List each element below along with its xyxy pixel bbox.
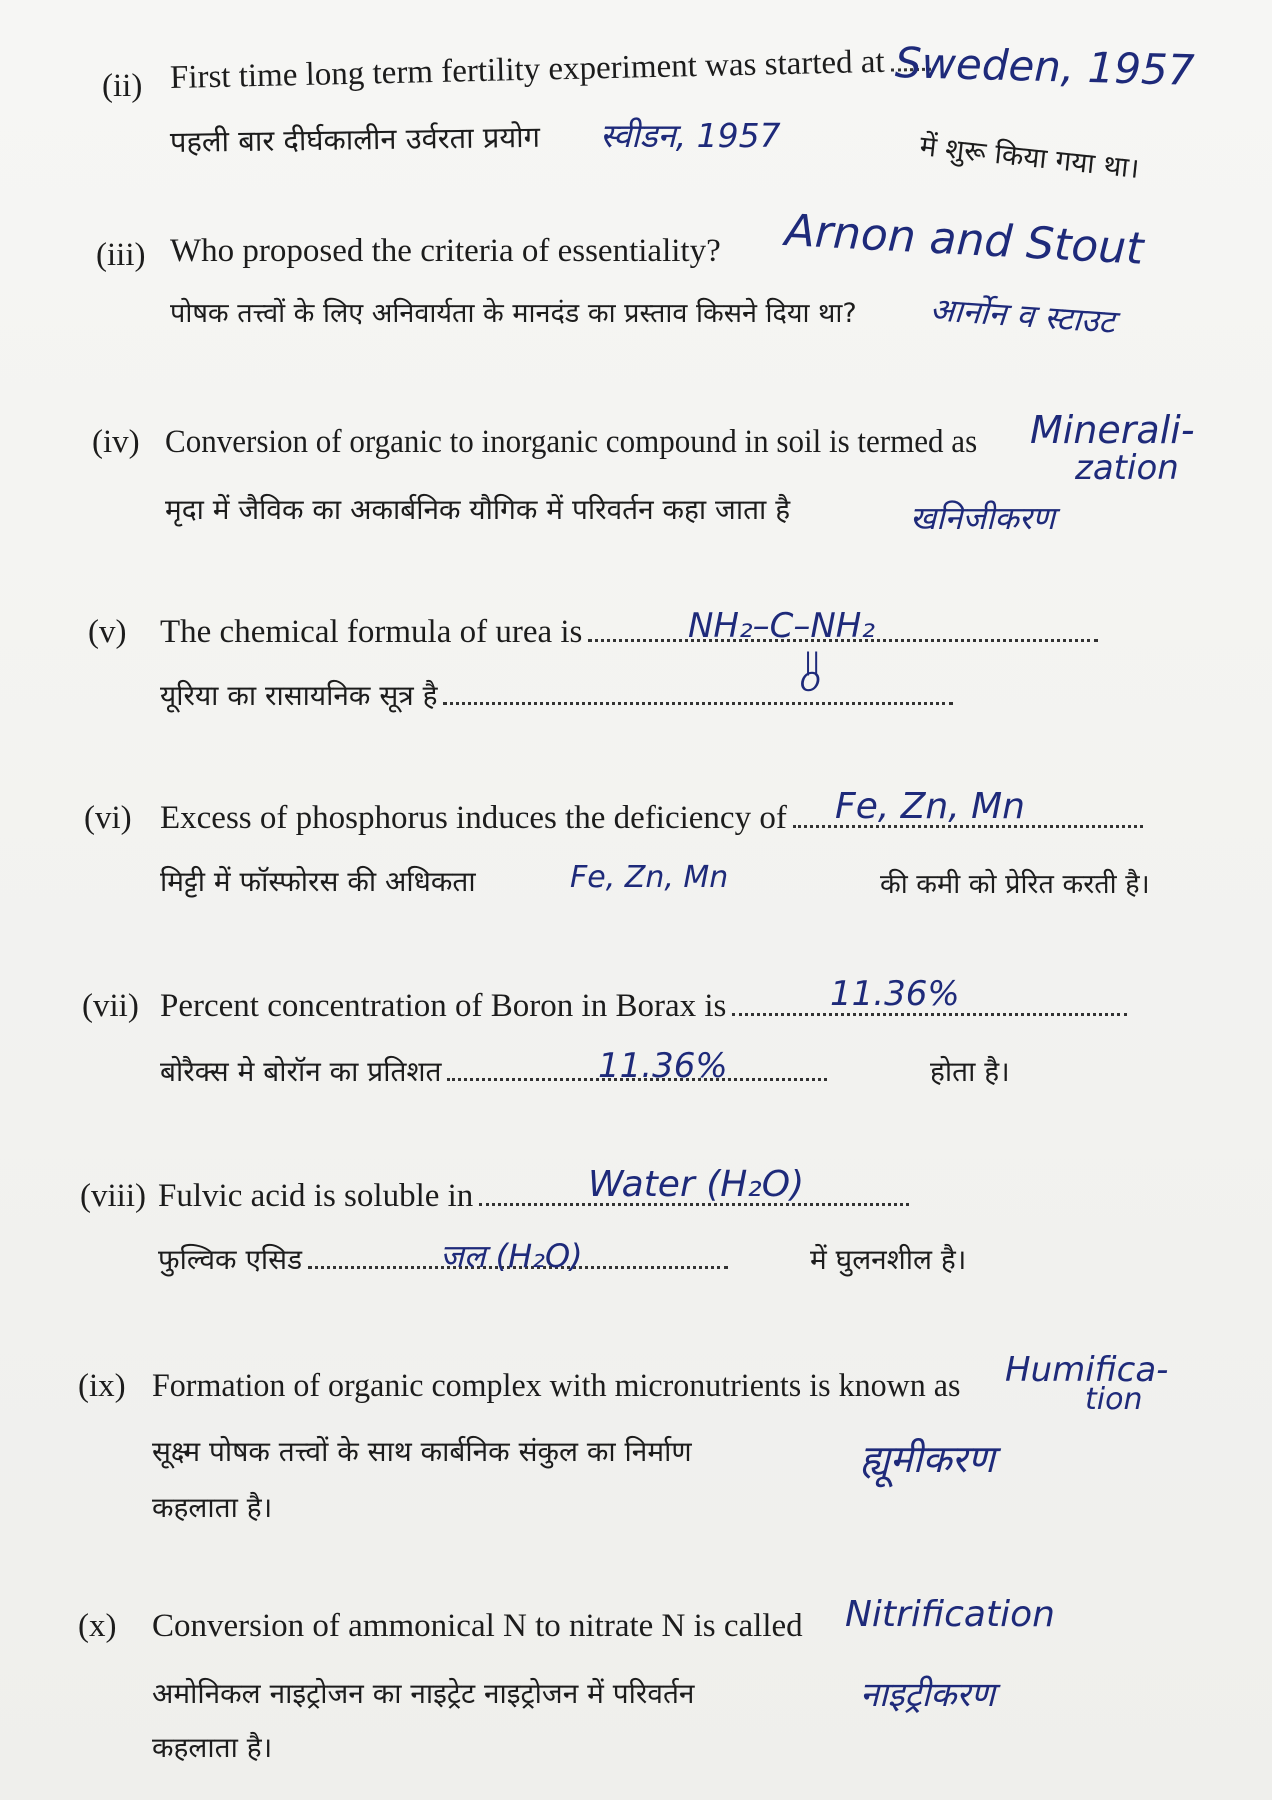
english-answer: Water (H₂O) bbox=[588, 1164, 805, 1205]
english-answer: NH₂–C–NH₂ bbox=[688, 606, 875, 646]
hindi-prompt: सूक्ष्म पोषक तत्त्वों के साथ कार्बनिक संकुल का निर्माण bbox=[152, 1435, 692, 1468]
english-answer: 11.36% bbox=[830, 974, 960, 1014]
hindi-prompt: फुल्विक एसिड bbox=[158, 1240, 734, 1278]
hindi-answer: नाइट्रीकरण bbox=[860, 1675, 995, 1715]
hindi-answer: स्वीडन, 1957 bbox=[600, 116, 781, 155]
hindi-prompt: पहली बार दीर्घकालीन उर्वरता प्रयोग bbox=[169, 119, 541, 159]
hindi-prompt: मिट्टी में फॉस्फोरस की अधिकता bbox=[160, 865, 476, 898]
hindi-prompt: पोषक तत्त्वों के लिए अनिवार्यता के मानदंड का प्रस्ताव किसने दिया था? bbox=[170, 298, 857, 329]
question-number: (vi) bbox=[84, 800, 132, 836]
hindi-answer: 11.36% bbox=[598, 1046, 728, 1086]
hindi-line-2: कहलाता है। bbox=[152, 1491, 273, 1524]
hindi-prompt: यूरिया का रासायनिक सूत्र है bbox=[160, 676, 959, 714]
hindi-line-2: कहलाता है। bbox=[152, 1731, 273, 1764]
english-answer: Sweden, 1957 bbox=[894, 38, 1196, 95]
hindi-answer: खनिजीकरण bbox=[910, 499, 1056, 537]
english-prompt: Conversion of ammonical N to nitrate N is called bbox=[152, 1608, 803, 1644]
question-number: (ii) bbox=[102, 68, 143, 104]
english-prompt: The chemical formula of urea is bbox=[160, 614, 1104, 651]
english-answer: Nitrification bbox=[845, 1594, 1055, 1635]
english-prompt: Fulvic acid is soluble in bbox=[158, 1178, 915, 1215]
english-answer: Fe, Zn, Mn bbox=[835, 786, 1025, 827]
hindi-answer: जल (H₂O) bbox=[440, 1237, 583, 1275]
english-prompt: Formation of organic complex with micronutrients is known as bbox=[152, 1368, 961, 1404]
english-prompt: Who proposed the criteria of essentiality? bbox=[170, 233, 721, 269]
english-prompt: Percent concentration of Boron in Borax is bbox=[160, 988, 1133, 1025]
english-prompt: Conversion of organic to inorganic compound in soil is termed as bbox=[165, 424, 978, 460]
english-answer: Humifica- bbox=[1005, 1350, 1169, 1390]
double-bond: || bbox=[804, 648, 821, 676]
question-number: (viii) bbox=[80, 1178, 146, 1214]
question-number: (x) bbox=[78, 1608, 117, 1644]
hindi-suffix: में शुरू किया गया था। bbox=[918, 129, 1141, 185]
question-number: (iv) bbox=[92, 424, 140, 460]
hindi-suffix: होता है। bbox=[930, 1055, 1010, 1088]
hindi-answer: Fe, Zn, Mn bbox=[570, 860, 729, 895]
english-answer-continued: zation bbox=[1075, 448, 1179, 488]
hindi-suffix: में घुलनशील है। bbox=[810, 1243, 967, 1276]
english-answer-continued: tion bbox=[1085, 1382, 1143, 1417]
question-number: (v) bbox=[88, 614, 127, 650]
english-answer: Arnon and Stout bbox=[783, 205, 1145, 275]
oxygen-atom: O bbox=[800, 668, 821, 698]
english-prompt: First time long term fertility experiment was started at bbox=[170, 43, 937, 97]
hindi-prompt: अमोनिकल नाइट्रोजन का नाइट्रेट नाइट्रोजन में परिवर्तन bbox=[152, 1677, 695, 1710]
hindi-answer: ह्यूमीकरण bbox=[860, 1437, 995, 1481]
hindi-suffix: की कमी को प्रेरित करती है। bbox=[880, 869, 1150, 900]
question-number: (vii) bbox=[82, 988, 139, 1024]
hindi-prompt: मृदा में जैविक का अकार्बनिक यौगिक में परिवर्तन कहा जाता है bbox=[165, 493, 791, 526]
hindi-prompt: बोरैक्स मे बोरॉन का प्रतिशत bbox=[160, 1052, 833, 1090]
english-answer: Minerali- bbox=[1030, 408, 1195, 452]
english-prompt: Excess of phosphorus induces the deficiency of bbox=[160, 800, 1149, 837]
hindi-answer: आर्नोन व स्टाउट bbox=[928, 290, 1117, 341]
question-number: (ix) bbox=[78, 1368, 126, 1404]
question-number: (iii) bbox=[96, 237, 146, 273]
